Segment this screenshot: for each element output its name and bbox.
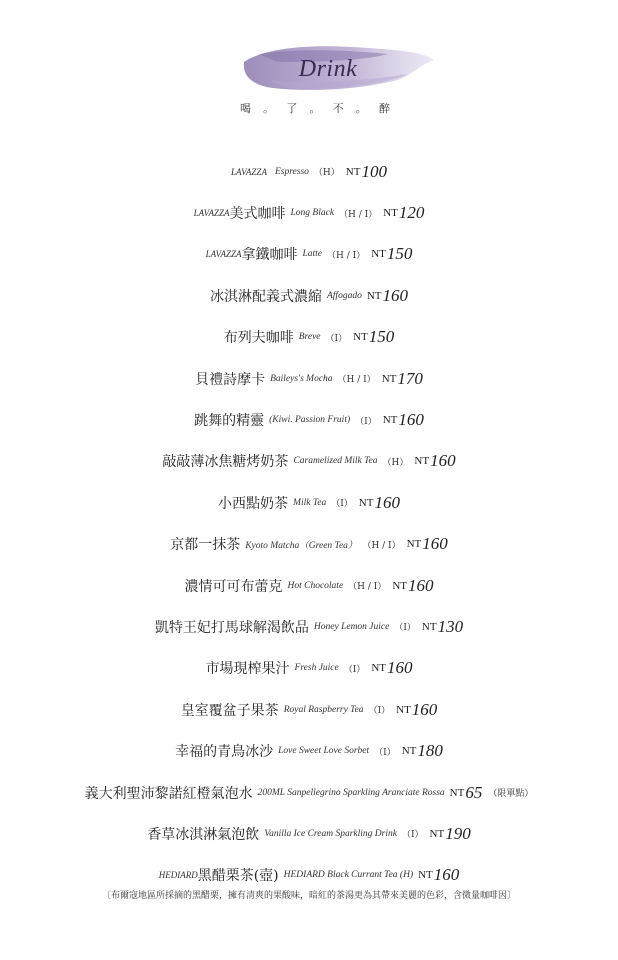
menu-item-currency: NT (358, 496, 374, 509)
menu-item (0, 772, 618, 813)
menu-item-english-name: Affogado (326, 290, 362, 301)
menu-item-price: 160 (422, 534, 448, 554)
menu-item-chinese-name: 布列夫咖啡 (223, 330, 294, 347)
menu-item-temperature: （I） (331, 499, 353, 510)
menu-item (0, 317, 618, 358)
tagline (240, 100, 390, 116)
menu-item-price: 65 (465, 782, 483, 802)
menu-item-temperature: （I） (355, 416, 377, 427)
page-title: Drink (298, 56, 358, 82)
menu-item-price: 160 (398, 410, 424, 430)
menu-item-temperature: （I） (325, 333, 348, 344)
menu-item-currency: NT (383, 207, 398, 220)
header (0, 0, 618, 130)
menu-item-chinese-name: 跳舞的精靈 (194, 413, 265, 430)
menu-item-price: 150 (386, 244, 413, 264)
menu-item-currency: NT (345, 165, 361, 178)
menu-item-temperature: （H） (313, 168, 340, 179)
menu-item-currency: NT (382, 414, 398, 427)
menu-item (0, 399, 618, 440)
menu-item-chinese-name: 凱特王妃打馬球解渴飲品 (154, 619, 309, 636)
menu-item-temperature: （I） (343, 664, 366, 675)
menu-item-temperature: （I） (374, 747, 396, 758)
menu-item (0, 524, 618, 565)
menu-item (0, 234, 618, 275)
menu-item-brand: LAVAZZA (205, 249, 242, 260)
menu-item-currency: NT (449, 786, 465, 799)
menu-item-chinese-name: 拿鐵咖啡 (241, 247, 298, 264)
menu-item-currency: NT (418, 869, 433, 882)
menu-item-price: 170 (397, 368, 423, 388)
menu-item-english-name: Milk Tea (293, 497, 327, 508)
menu-item (0, 441, 618, 482)
menu-item-english-name: Long Black (290, 208, 335, 219)
menu-item-english-name: Baileys's Mocha (270, 373, 333, 384)
menu-item-english-name: Espresso (274, 166, 309, 177)
menu-item-currency: NT (371, 248, 386, 261)
menu-item-price: 190 (445, 823, 471, 843)
menu-item-price: 160 (408, 575, 434, 595)
menu-item-chinese-name: 皇室覆盆子果茶 (180, 702, 279, 719)
menu-item-currency: NT (414, 455, 430, 468)
menu-item (0, 565, 618, 606)
menu-item-english-name: 200ML Sanpellegrino Sparkling Aranciate Rossa (257, 787, 445, 798)
menu-item-chinese-name: 濃情可可布蕾克 (184, 578, 283, 595)
menu-item-temperature: （H） (382, 457, 409, 468)
menu-item-english-name: Love Sweet Love Sorbet (278, 746, 370, 757)
menu-item-currency: NT (406, 538, 422, 551)
menu-item-price: 160 (386, 658, 413, 678)
menu-item (0, 813, 618, 854)
menu-item-price: 120 (398, 203, 425, 223)
menu-item-chinese-name: 美式咖啡 (229, 206, 286, 223)
menu-item-chinese-name: 小西點奶茶 (218, 495, 289, 512)
drink-menu (0, 151, 618, 896)
tagline-char: 醉 (378, 102, 390, 115)
menu-item-currency: NT (429, 827, 445, 840)
menu-item-english-name: Royal Raspberry Tea (283, 704, 364, 715)
menu-item-chinese-name: 幸福的青鳥冰沙 (175, 744, 274, 761)
tagline-char: 不 (332, 102, 344, 115)
tagline-char: 。 (309, 102, 321, 115)
menu-item-note: （限單點） (488, 789, 534, 800)
menu-item-currency: NT (396, 703, 411, 716)
menu-item (0, 482, 618, 523)
menu-item-price: 160 (433, 865, 460, 885)
menu-item (0, 648, 618, 689)
menu-item-chinese-name: 黑醋栗茶(壺) (197, 868, 279, 885)
menu-item-currency: NT (421, 620, 437, 633)
menu-item-temperature: （H / I） (337, 375, 376, 386)
tagline-char: 。 (355, 102, 367, 115)
menu-item-temperature: （H / I） (327, 250, 366, 261)
tagline-char: 了 (286, 102, 298, 115)
menu-item-price: 160 (430, 451, 456, 471)
menu-item-brand: LAVAZZA (231, 166, 267, 177)
menu-item-temperature: （H / I） (362, 540, 401, 551)
menu-item-chinese-name: 市場現榨果汁 (205, 661, 290, 678)
menu-item (0, 606, 618, 647)
menu-item-brand: HEDIARD (158, 870, 198, 881)
menu-item-price: 160 (374, 492, 400, 512)
menu-item-price: 160 (382, 285, 408, 305)
menu-item (0, 689, 618, 730)
menu-item-currency: NT (371, 662, 386, 675)
menu-item-temperature: （I） (401, 830, 424, 841)
menu-item-currency: NT (366, 289, 382, 302)
menu-item-price: 150 (368, 327, 395, 347)
footnote: 〔布爾寇地區所採摘的黑醋栗，擁有清爽的果酸味，暗紅的茶湯更為其帶來美麗的色彩，含微量咖啡因〕 (101, 891, 516, 901)
menu-item (0, 730, 618, 771)
menu-item-english-name: Hot Chocolate (287, 580, 344, 591)
menu-item-currency: NT (401, 745, 417, 758)
menu-item-currency: NT (353, 331, 368, 344)
menu-item-price: 130 (437, 616, 464, 636)
menu-item-brand: LAVAZZA (193, 208, 230, 219)
menu-item-chinese-name: 敲敲薄冰焦糖烤奶茶 (162, 454, 289, 471)
tagline-char: 。 (263, 102, 275, 115)
tagline-char: 喝 (240, 102, 251, 115)
menu-item-temperature: （H / I） (348, 582, 387, 593)
menu-item-temperature: （I） (394, 623, 416, 634)
menu-item-price: 160 (411, 699, 438, 719)
menu-item-currency: NT (392, 579, 408, 592)
menu-item (0, 192, 618, 233)
menu-item-english-name: Latte (302, 249, 323, 260)
menu-item (0, 151, 618, 192)
menu-item-price: 180 (417, 741, 443, 761)
menu-item-chinese-name: 香草冰淇淋氣泡飲 (147, 826, 260, 843)
menu-item-english-name: (Kiwi. Passion Fruit) (269, 415, 351, 426)
menu-item-english-name: Breve (298, 332, 321, 343)
menu-item (0, 275, 618, 316)
menu-item-chinese-name: 義大利聖沛黎諾紅橙氣泡水 (84, 785, 253, 802)
menu-item-chinese-name: 京都一抹茶 (170, 537, 241, 554)
menu-item-currency: NT (381, 372, 397, 385)
menu-item-english-name: Fresh Juice (294, 663, 339, 674)
menu-item-english-name: Kyoto Matcha（Green Tea） (245, 541, 358, 552)
menu-item-chinese-name: 貝禮詩摩卡 (195, 371, 266, 388)
menu-item-english-name: HEDIARD Black Currant Tea (H) (283, 870, 414, 881)
menu-item-chinese-name: 冰淇淋配義式濃縮 (209, 288, 322, 305)
menu-item-temperature: （I） (368, 706, 391, 717)
menu-item-temperature: （H / I） (339, 209, 378, 220)
menu-item-english-name: Vanilla Ice Cream Sparkling Drink (264, 828, 397, 839)
menu-item-english-name: Honey Lemon Juice (313, 621, 390, 632)
menu-item (0, 358, 618, 399)
menu-item-english-name: Caramelized Milk Tea (293, 456, 378, 467)
menu-item-price: 100 (361, 161, 387, 181)
